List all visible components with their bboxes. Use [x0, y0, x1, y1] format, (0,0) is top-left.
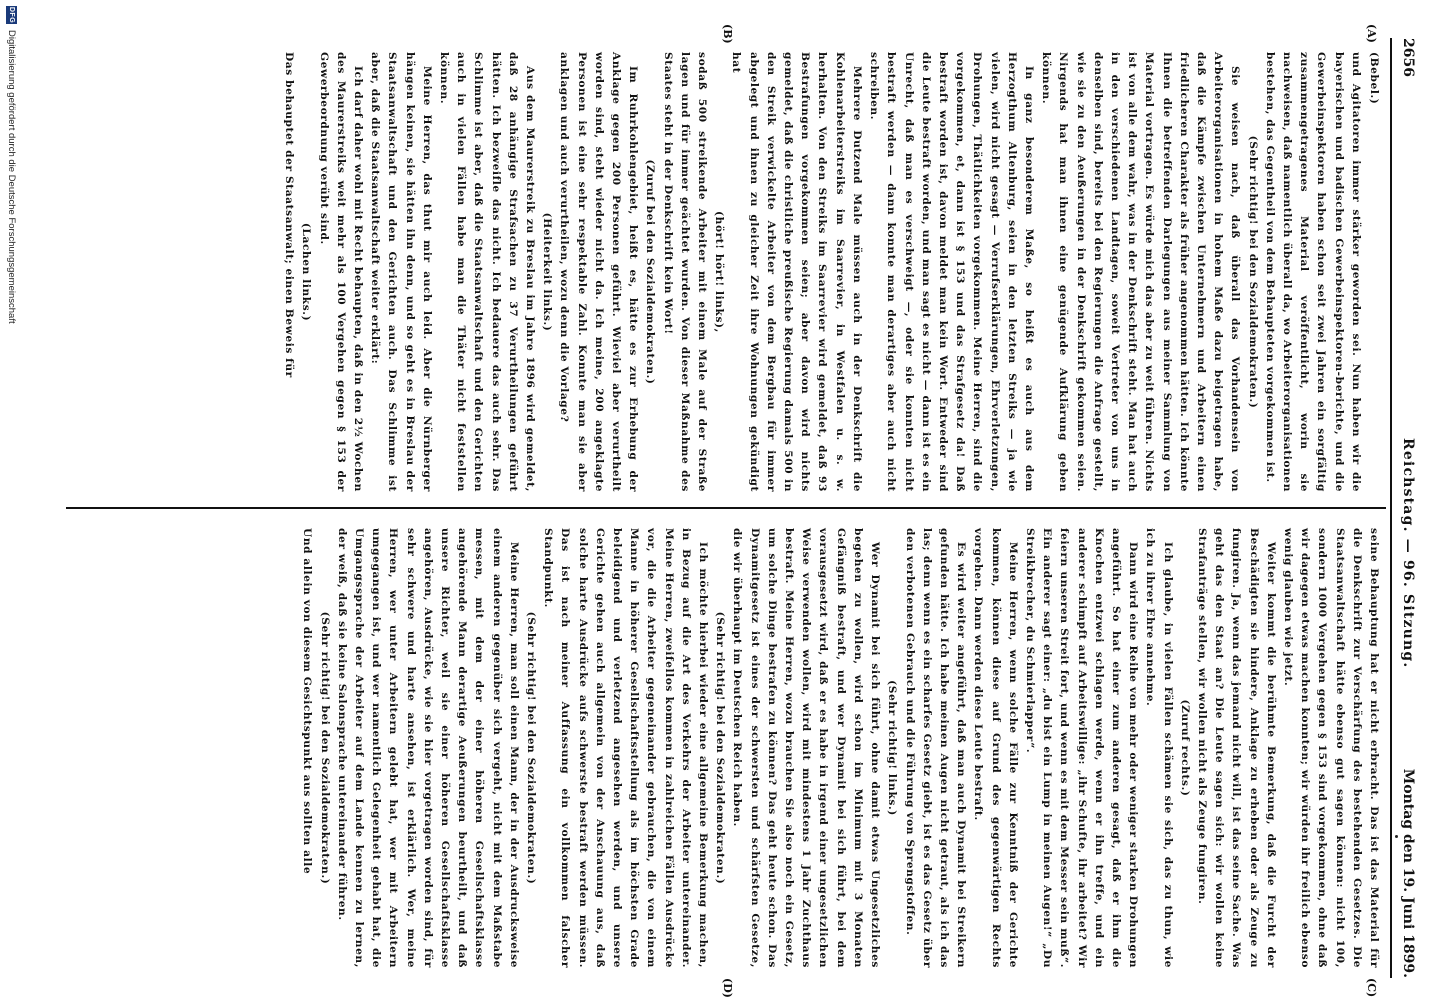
right-column [298, 528, 1382, 968]
interjection: (Sehr richtig! links.) [886, 680, 899, 816]
paragraph: Und allein von diesem Gesichtspunkt aus sollten alle [301, 528, 314, 875]
interjection: (Zuruf bei den Sozialdemokraten.) [644, 159, 657, 385]
paragraph: Mehrere Dutzend Male müssen auch in der Denkschrift die Kohlenarbeiterstreiks im Saarrevier, in Westfalen u. s. w. herhalten. Von den Streiks im Saarrevier wird gemeldet, daß 93 Bestrafungen vorgekommen seien; aber davon wird nichts gemeldet, daß die christliche preußische Regierung damals 500 in den Streik verwickelte Arbeiter von dem Bergbau für immer abgelegt und ihnen zu gleicher Zeit ihre Wohnungen gekündigt hat [730, 52, 863, 492]
paragraph: In ganz besonderem Maße, so heißt es auch aus dem Herzogthum Altenburg, seien in den letzten Streiks — ja wie vielen, wird nicht gesagt — Verrufserklärungen, Ehrverletzungen, Drohungen, Thätlichkeiten vorgekommen. Meine Herren, sind die vorgekommen, et, dann ist § 153 und das Strafgesetz da! Daß bestraft worden ist, davon meldet man kein Wort. Entweder sind die Leute bestraft worden, und man sagt es nicht — dann ist es ein Unrecht, daß man es verschweigt —, oder sie konnten nicht bestraft werden — dann konnte man derartiges aber auch nicht schreiben. [868, 52, 1035, 492]
speck [1395, 835, 1398, 838]
left-column [280, 52, 1382, 492]
margin-letter-d: (D) [721, 978, 734, 998]
paragraph: und Agitatoren immer stärker geworden sei. Nun haben wir die bayerischen und badischen Gewerbeinspektoren-berichte, und die Gewerbeinspektoren haben schon seit zwei Jahren ein sorgfältig zusammengetragenes Material veröffentlicht, worin sie nachweisen, daß namentlich überall da, wo Arbeiterorganisationen bestehen, das Gegentheil von dem Behaupteten vorgekommen ist. [1263, 52, 1362, 492]
paragraph: Ich glaube, in vielen Fällen schämen sie sich, das zu thun, wie ich zu ihrer Ehre annehme. [1144, 528, 1174, 968]
speaker-label: (Bebel.) [1368, 52, 1380, 105]
paragraph: Ich möchte hierbei wieder eine allgemeine Bemerkung machen, in Bezug auf die Art des Verkehrs der Arbeiter untereinander. Meine Herren, zweifellos kommen in zahlreichen Fällen Ausdrücke vor, die die Arbeiter gegeneinander gebrauchen, die von einem Manne in höherer Gesellschaftsstellung als im höchsten Grade beleidigend und verletzend angesehen werden, und unsere Gerichte gehen auch allgemein von der Anschauung aus, daß solche harte Ausdrücke aufs schwerste bestraft werden müssen. Das ist nach meiner Auffassung ein vollkommen falscher Standpunkt. [542, 528, 710, 968]
page-title: Reichstag. — 96. Sitzung. [1400, 438, 1416, 669]
margin-letter-a: (A) [1365, 24, 1378, 43]
quote: Ich darf daher wohl mit Recht behaupten, daß in den 2½ Wochen des Maurerstreiks weit mehr als 100 Vergehen gegen § 153 der Gewerbeordnung verübt sind. [317, 52, 365, 492]
margin-letter-b: (B) [721, 24, 734, 44]
page-number: 2656 [1400, 38, 1416, 77]
paragraph: Meine Herren, das thut mir auch leid. Aber die Nürnberger hängen keinen, sie hätten ihn denn, und so geht es in Breslau der Staatsanwaltschaft und den Gerichten auch. Das Schlimme ist aber, daß die Staatsanwaltschaft weiter erklärt: [369, 52, 433, 492]
interjection: (Sehr richtig! bei den Sozialdemokraten.) [318, 611, 331, 885]
paragraph: Das behauptet der Staatsanwalt; einen Beweis für [283, 52, 296, 378]
interjection: (Sehr richtig! bei den Sozialdemokraten.) [1246, 135, 1259, 409]
paragraph: Im Ruhrkohlengebiet, heißt es, hätte es zur Erhebung der Anklage gegen 200 Personen geführt. Wieviel aber verurtheilt worden sind, steht wieder nicht da. Ich meine, 200 angeklagte Personen ist eine sehr respektable Zahl. Konnte man sie aber anklagen und auch verurtheilen, wozu denn die Vorlage? [558, 52, 640, 492]
interjection: (Lachen links.) [300, 222, 313, 322]
dfg-logo: DFG [8, 6, 16, 24]
paragraph: Dann wird eine Reihe von mehr oder weniger starken Drohungen angeführt. So hat einer zum anderen gesagt, daß er ihm die Knochen entzwei schlagen werde, wenn er ihn treffe, und ein anderer schimpft auf Arbeitswillige: „ihr Schufte, ihr arbeitet? Wir feiern unseren Streit fort, und wenn es mit dem Messer sein muß“. Ein anderer sagt einer: „du bist ein Lump in meinen Augen!“ „Du Streikbrecher, du Schmierlapper“. [1023, 528, 1140, 968]
paragraph: Meine Herren, wenn solche Fälle zur Kenntniß der Gerichte kommen, können diese auf Grund des gegenwärtigen Rechts vorgehen. Dann werden diese Leute bestraft. [972, 528, 1019, 968]
paragraph: sodaß 500 streikende Arbeiter mit einem Male auf der Straße lagen und für immer geächtet wurden. Von dieser Maßnahme des Staates steht in der Denkschrift kein Wort! [661, 52, 709, 492]
paragraph: Weiter kommt die berühmte Bemerkung, daß die Furcht der Beschädigten sie hindere, Anklage zu erheben oder als Zeuge zu fungiren. Ja, wenn das jemand nicht will, ist das seine Sache. Was geht das den Staat an? Die Leute sagen sich: wir wollen keine Strafanträge stellen, wir wollen nicht als Zeuge fungiren. [1195, 528, 1277, 968]
paragraph: Sie weisen nach, daß überall das Vorhandensein von Arbeiterorganisationen in hohem Maße dazu beigetragen habe, daß die Kämpfe zwischen Unternehmern und Arbeitern einen friedlicheren Charakter als früher angenommen hätten. Ich könnte Ihnen die betreffenden Darlegungen aus meiner Sammlung von Material vortragen. Es würde mich das aber zu weit führen. Nichts ist von alle dem wahr, was in der Denkschrift steht. Man hat auch in den verschiedenen Landtagen, soweit Vertreter von uns in denselben sind, bereits bei den Regierungen die Anfrage gestellt, wie sie zu den Aeußerungen in der Denkschrift gekommen seien. Nirgends hat man ihnen eine genügende Aufklärung geben können. [1040, 52, 1242, 492]
paragraph: Meine Herren, man soll einen Mann, der in der Ausdrucksweise einem anderen gegenüber sich vergeht, nicht mit dem Maßstabe messen, mit dem der einer höheren Gesellschaftsklasse angehörende Mann derartige Aeußerungen beurtheilt, und daß unsere Richter, weil sie einer höheren Gesellschaftsklasse angehören, Ausdrücke, wie sie hier vorgetragen worden sind, für sehr schwere und harte ansehen, ist erklärlich. Wer, meine Herren, wer unter Arbeitern gelebt hat, wer mit Arbeitern umgegangen ist, und wer namentlich Gelegenheit gehabt hat, die Umgangssprache der Arbeiter auf dem Lande kennen zu lernen, der weiß, daß sie keine Salonsprache untereinander führen. [335, 528, 520, 968]
header-rule [1390, 38, 1392, 978]
interjection: (hört! hört! links), [713, 211, 726, 333]
page-header [1396, 38, 1416, 978]
digitization-credit [0, 0, 24, 1006]
column-divider [66, 507, 1386, 509]
page-date: Montag den 19. Juni 1899. [1400, 768, 1416, 978]
paragraph: Wer Dynamit bei sich führt, ohne damit etwas Ungesetzliches begehen zu wollen, wird schon im Minimum mit 3 Monaten Gefängniß bestraft, und wer Dynamit bei sich führt, bei dem vorausgesetzt wird, daß er es habe in irgend einer ungesetzlichen Weise verwenden wollen, wird mit mindestens 1 Jahr Zuchthaus bestraft. Meine Herren, wozu brauchen Sie also noch ein Gesetz, um solche Dinge bestrafen zu können? Das geht heute schon. Das Dynamitgesetz ist eines der schwersten und schärfsten Gesetze, die wir überhaupt im Deutschen Reich haben. [731, 528, 882, 968]
credit-text: Digitalisierung gefördert durch die Deutsche Forschungsgemeinschaft [6, 30, 18, 324]
interjection: (Heiterkeit links.) [541, 212, 554, 332]
interjection: (Sehr richtig! bei den Sozialdemokraten.) [525, 611, 538, 885]
interjection: (Sehr richtig! bei den Sozialdemokraten.) [714, 611, 727, 885]
interjection: (Zuruf rechts.) [1178, 699, 1191, 797]
margin-letter-c: (C) [1365, 978, 1378, 998]
paragraph: seine Behauptung hat er nicht erbracht. Das ist das Material für die Denkschrift zur Verschärfung des bestehenden Gesetzes. Die Staatsanwaltschaft hätte ebenso gut sagen können: nicht 100, sondern 1000 Vergehen gegen § 153 sind vorgekommen, ohne daß wir dagegen etwas machen konnten; wir würden ihr freilich ebenso wenig glauben wie jetzt. [1281, 528, 1380, 968]
paragraph: Es wird weiter angeführt, daß man auch Dynamit bei Streikern gefunden hätte. Ich habe meinen Augen nicht getraut, als ich das las; denn wenn es ein scharfes Gesetz giebt, ist es das Gesetz über den verbotenen Gebrauch und die Führung von Sprengstoffen. [903, 528, 968, 968]
paragraph: Aus dem Maurerstreik zu Breslau im Jahre 1896 wird gemeldet, daß 28 anhängige Strafsachen zu 37 Verurtheilungen geführt hätten. Ich bezweifle das nicht. Ich bedauere das auch sehr. Das Schlimme ist aber, daß die Staatsanwaltschaft und den Gerichten auch in vielen Fällen habe man die Thäter nicht feststellen können. [438, 52, 537, 492]
